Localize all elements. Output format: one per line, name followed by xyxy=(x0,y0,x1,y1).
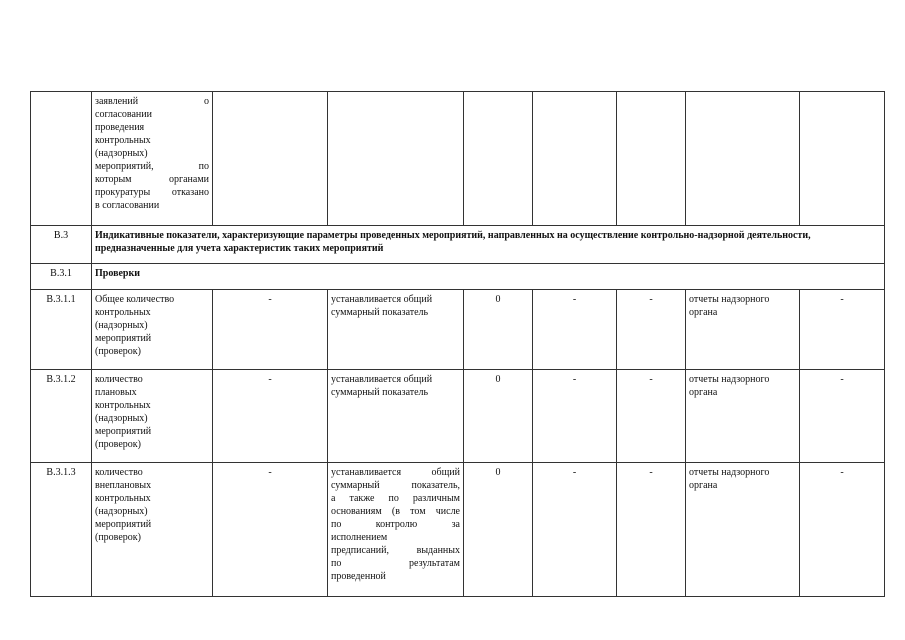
col6-value: - xyxy=(533,370,617,463)
text-line: по результатам xyxy=(331,558,460,569)
text-line: (надзорных) xyxy=(95,320,148,331)
table-row xyxy=(31,370,885,463)
empty-cell xyxy=(328,92,464,226)
text-line: по контролю за xyxy=(331,519,460,530)
text-line: исполнением xyxy=(331,532,388,543)
text-line: (проверок) xyxy=(95,439,141,450)
table-row xyxy=(31,463,885,597)
col9-value: - xyxy=(800,370,885,463)
calculation-method xyxy=(328,370,464,463)
col9-value: - xyxy=(800,463,885,597)
code-cell-empty xyxy=(31,92,92,226)
text-line: (проверок) xyxy=(95,346,141,357)
text-line: суммарный показатель, xyxy=(331,480,460,491)
calculation-method xyxy=(328,463,464,597)
text-line: мероприятий xyxy=(95,333,152,344)
empty-cell xyxy=(800,92,885,226)
indicator-name xyxy=(92,463,213,597)
text-line: количество xyxy=(95,467,143,478)
subsection-code: В.3.1 xyxy=(31,264,92,290)
section-row xyxy=(31,226,885,264)
col7-value: - xyxy=(617,290,686,370)
text-line: устанавливается общий xyxy=(331,294,433,305)
empty-cell xyxy=(617,92,686,226)
indicator-name xyxy=(92,290,213,370)
text-line: отчеты надзорного xyxy=(689,294,770,305)
col7-value: - xyxy=(617,370,686,463)
data-source xyxy=(686,370,800,463)
text-line: суммарный показатель xyxy=(331,387,429,398)
text-line: устанавливается общий xyxy=(331,374,433,385)
col7-value: - xyxy=(617,463,686,597)
col3-value: - xyxy=(213,370,328,463)
text-line: количество xyxy=(95,374,143,385)
subsection-title: Проверки xyxy=(92,264,885,290)
text-line: устанавливается общий xyxy=(331,467,460,478)
text-line: которым органами xyxy=(95,174,209,185)
text-line: заявлений о xyxy=(95,96,209,107)
col5-value: 0 xyxy=(464,290,533,370)
text-line: прокуратуры отказано xyxy=(95,187,209,198)
data-source xyxy=(686,290,800,370)
text-line: в согласовании xyxy=(95,200,160,211)
empty-cell xyxy=(533,92,617,226)
text-line: основаниям (в том числе xyxy=(331,506,460,517)
col3-value: - xyxy=(213,463,328,597)
continuation-description xyxy=(95,95,209,212)
table-row-continuation xyxy=(31,92,885,226)
continuation-description-cell xyxy=(92,92,213,226)
text-line: отчеты надзорного xyxy=(689,374,770,385)
empty-cell xyxy=(464,92,533,226)
col9-value: - xyxy=(800,290,885,370)
col5-value: 0 xyxy=(464,370,533,463)
empty-cell xyxy=(213,92,328,226)
text-line: мероприятий xyxy=(95,519,152,530)
text-line: Общее количество xyxy=(95,294,175,305)
table-row xyxy=(31,290,885,370)
empty-cell xyxy=(686,92,800,226)
indicator-name xyxy=(92,370,213,463)
data-source xyxy=(686,463,800,597)
text-line: органа xyxy=(689,307,718,318)
row-code: В.3.1.2 xyxy=(31,370,92,463)
text-line: контрольных xyxy=(95,400,151,411)
text-line: согласовании xyxy=(95,109,152,120)
text-line: мероприятий, по xyxy=(95,161,209,172)
text-line: проведенной xyxy=(331,571,386,582)
section-code: В.3 xyxy=(31,226,92,264)
subsection-row xyxy=(31,264,885,290)
text-line: (надзорных) xyxy=(95,506,148,517)
col6-value: - xyxy=(533,463,617,597)
col3-value: - xyxy=(213,290,328,370)
text-line: плановых xyxy=(95,387,137,398)
text-line: контрольных xyxy=(95,493,151,504)
row-code: В.3.1.1 xyxy=(31,290,92,370)
text-line: мероприятий xyxy=(95,426,152,437)
calculation-method xyxy=(328,290,464,370)
text-line: контрольных xyxy=(95,307,151,318)
text-line: суммарный показатель xyxy=(331,307,429,318)
text-line: внеплановых xyxy=(95,480,152,491)
indicators-table xyxy=(30,91,885,597)
text-line: органа xyxy=(689,387,718,398)
text-line: отчеты надзорного xyxy=(689,467,770,478)
text-line: а также по различным xyxy=(331,493,460,504)
text-line: (надзорных) xyxy=(95,413,148,424)
text-line: (надзорных) xyxy=(95,148,148,159)
text-line: (проверок) xyxy=(95,532,141,543)
text-line: проведения xyxy=(95,122,145,133)
section-title: Индикативные показатели, характеризующие параметры проведенных мероприятий, направленных на осуществление контрольно-надзорной деятельности, предназначенные для учета характеристик таких мероприятий xyxy=(92,226,885,264)
row-code: В.3.1.3 xyxy=(31,463,92,597)
col5-value: 0 xyxy=(464,463,533,597)
text-line: органа xyxy=(689,480,718,491)
text-line: предписаний, выданных xyxy=(331,545,460,556)
col6-value: - xyxy=(533,290,617,370)
text-line: контрольных xyxy=(95,135,151,146)
